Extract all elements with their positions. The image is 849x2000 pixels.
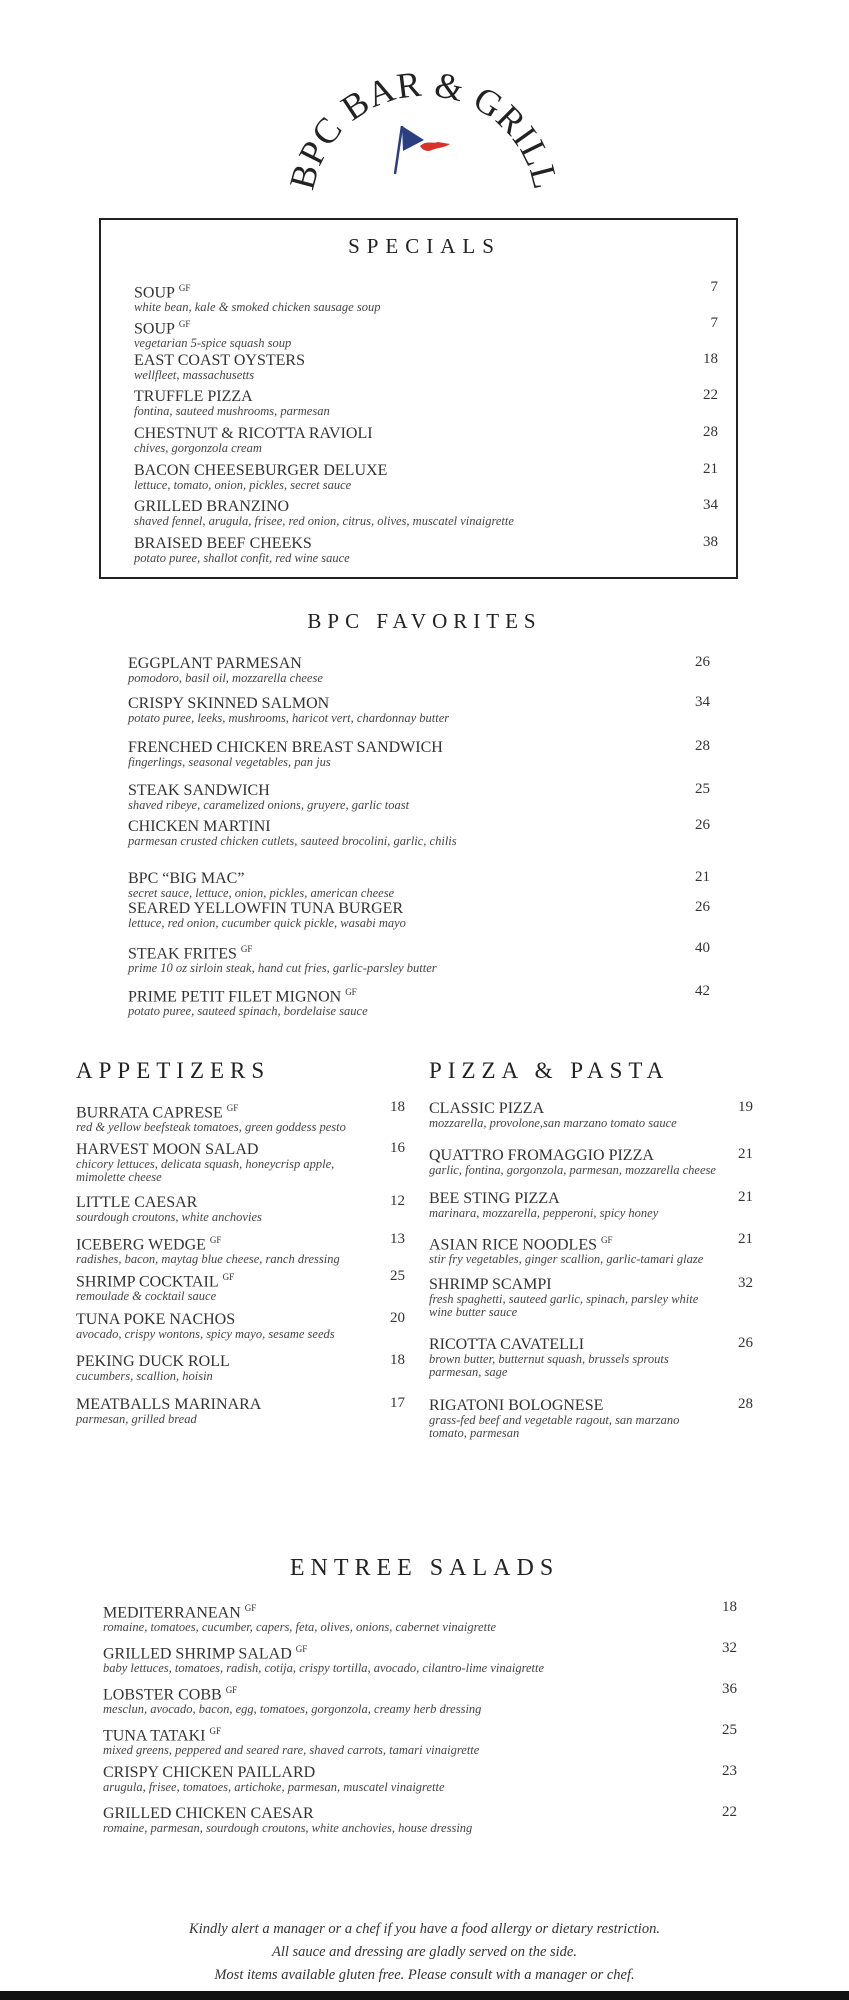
menu-item-description: grass-fed beef and vegetable ragout, san marzano tomato, parmesan <box>429 1413 680 1440</box>
menu-item-name <box>429 1232 719 1253</box>
menu-item <box>128 739 668 769</box>
menu-item <box>128 782 668 812</box>
footer-line: All sauce and dressing are gladly served on the side. <box>272 1944 577 1960</box>
gluten-free-badge: GF <box>222 1272 235 1282</box>
menu-item-price: 19 <box>738 1099 753 1115</box>
menu-item-title: SHRIMP COCKTAIL <box>76 1273 219 1291</box>
menu-item-name <box>76 1100 366 1121</box>
menu-item-title: FRENCHED CHICKEN BREAST SANDWICH <box>128 739 443 756</box>
menu-item-name <box>128 782 668 799</box>
menu-item-name <box>429 1100 719 1117</box>
menu-item-price: 28 <box>738 1396 753 1412</box>
menu-item <box>134 352 694 382</box>
menu-item-price: 18 <box>703 351 718 367</box>
menu-item <box>103 1723 683 1757</box>
menu-item-title: TRUFFLE PIZZA <box>134 388 253 405</box>
menu-item <box>134 388 694 418</box>
menu-item-price: 28 <box>703 424 718 440</box>
menu-item-name <box>76 1396 366 1413</box>
menu-item-description: sourdough croutons, white anchovies <box>76 1210 262 1224</box>
menu-item-title: EGGPLANT PARMESAN <box>128 655 302 672</box>
menu-item <box>76 1353 366 1383</box>
menu-item-name <box>76 1194 366 1211</box>
menu-item <box>128 818 668 848</box>
menu-item-title: RIGATONI BOLOGNESE <box>429 1397 604 1414</box>
menu-item-price: 20 <box>390 1310 405 1326</box>
salads-title: ENTREE SALADS <box>289 1555 560 1581</box>
menu-item-price: 13 <box>390 1231 405 1247</box>
menu-item-title: PEKING DUCK ROLL <box>76 1353 230 1370</box>
menu-item-title: GRILLED CHICKEN CAESAR <box>103 1805 314 1822</box>
menu-item-title: CRISPY CHICKEN PAILLARD <box>103 1764 316 1781</box>
menu-item <box>103 1764 683 1794</box>
menu-item-title: ASIAN RICE NOODLES <box>429 1236 597 1254</box>
appetizers-title: APPETIZERS <box>76 1058 271 1083</box>
menu-item-description: wellfleet, massachusetts <box>134 368 255 382</box>
menu-item-price: 18 <box>390 1352 405 1368</box>
menu-item-description: mozzarella, provolone,san marzano tomato sauce <box>429 1116 677 1130</box>
menu-item-description: lettuce, red onion, cucumber quick pickle, wasabi mayo <box>128 916 406 930</box>
menu-item-title: BACON CHEESEBURGER DELUXE <box>134 462 388 479</box>
menu-item <box>76 1311 366 1341</box>
menu-item <box>134 316 694 350</box>
menu-item-name <box>103 1600 683 1621</box>
menu-item-name <box>134 535 694 552</box>
menu-item-description: secret sauce, lettuce, onion, pickles, american cheese <box>128 886 395 900</box>
menu-item-name <box>76 1141 366 1158</box>
menu-item <box>128 870 668 900</box>
menu-item-price: 21 <box>738 1231 753 1247</box>
menu-item-description: lettuce, tomato, onion, pickles, secret sauce <box>134 478 352 492</box>
menu-item-description: mixed greens, peppered and seared rare, shaved carrots, tamari vinaigrette <box>103 1743 480 1758</box>
menu-item-title: SEARED YELLOWFIN TUNA BURGER <box>128 900 404 917</box>
logo-text: BPC BAR & GRILL <box>281 63 567 194</box>
pizza-pasta-title: PIZZA & PASTA <box>429 1058 670 1083</box>
menu-item-name <box>103 1723 683 1744</box>
menu-item-price: 21 <box>703 461 718 477</box>
menu-item-title: STEAK FRITES <box>128 945 237 963</box>
menu-item-price: 22 <box>722 1804 737 1820</box>
menu-item-title: CRISPY SKINNED SALMON <box>128 695 330 712</box>
menu-item-price: 26 <box>695 654 710 670</box>
menu-item-name <box>76 1232 366 1253</box>
menu-item-name <box>134 352 694 369</box>
menu-item-price: 22 <box>703 387 718 403</box>
menu-item-description: prime 10 oz sirloin steak, hand cut fries, garlic-parsley butter <box>128 961 437 976</box>
specials-title: SPECIALS <box>348 234 501 258</box>
menu-item-price: 36 <box>722 1681 737 1697</box>
menu-item <box>128 695 668 725</box>
menu-item-title: QUATTRO FROMAGGIO PIZZA <box>429 1147 654 1164</box>
menu-item-name <box>128 900 668 917</box>
menu-item <box>134 462 694 492</box>
menu-item-title: LOBSTER COBB <box>103 1686 222 1704</box>
menu-item-description: brown butter, butternut squash, brussels sprouts parmesan, sage <box>429 1352 669 1379</box>
menu-item <box>429 1276 719 1319</box>
menu-item-price: 40 <box>695 940 710 956</box>
menu-item-description: shaved ribeye, caramelized onions, gruyere, garlic toast <box>128 798 410 812</box>
menu-item-price: 32 <box>722 1640 737 1656</box>
menu-item-title: STEAK SANDWICH <box>128 782 270 799</box>
menu-item <box>429 1397 719 1440</box>
menu-item-description: radishes, bacon, maytag blue cheese, ranch dressing <box>76 1252 340 1267</box>
menu-item-description: fingerlings, seasonal vegetables, pan jus <box>128 755 331 769</box>
menu-item-name <box>128 739 668 756</box>
gluten-free-badge: GF <box>244 1603 257 1613</box>
menu-item-price: 21 <box>738 1189 753 1205</box>
menu-item-name <box>103 1682 683 1703</box>
menu-item-name <box>128 695 668 712</box>
menu-item-price: 18 <box>722 1599 737 1615</box>
menu-item-description: potato puree, leeks, mushrooms, haricot vert, chardonnay butter <box>128 711 450 725</box>
menu-item-description: fresh spaghetti, sauteed garlic, spinach, parsley white wine butter sauce <box>429 1292 699 1319</box>
menu-item-name <box>103 1805 683 1822</box>
menu-item-title: SOUP <box>134 284 175 302</box>
menu-item-title: BPC “BIG MAC” <box>128 870 245 887</box>
menu-item-price: 16 <box>390 1140 405 1156</box>
menu-item-description: romaine, tomatoes, cucumber, capers, feta, olives, onions, cabernet vinaigrette <box>103 1620 497 1635</box>
menu-item-name <box>128 870 668 887</box>
menu-item-price: 12 <box>390 1193 405 1209</box>
menu-item-description: chicory lettuces, delicata squash, honeycrisp apple, mimolette cheese <box>76 1157 335 1184</box>
menu-item-price: 23 <box>722 1763 737 1779</box>
menu-item-name <box>134 280 694 301</box>
menu-item <box>128 984 668 1018</box>
gluten-free-badge: GF <box>178 283 191 293</box>
menu-item-description: vegetarian 5-spice squash soup <box>134 336 292 351</box>
menu-item-description: cucumbers, scallion, hoisin <box>76 1369 213 1383</box>
menu-item-name <box>134 498 694 515</box>
menu-item-description: marinara, mozzarella, pepperoni, spicy honey <box>429 1206 659 1220</box>
menu-item-price: 34 <box>695 694 710 710</box>
gluten-free-badge: GF <box>226 1103 239 1113</box>
bottom-bar <box>0 1991 849 2000</box>
menu-item-description: chives, gorgonzola cream <box>134 441 262 455</box>
menu-item-price: 26 <box>695 899 710 915</box>
menu-item-price: 21 <box>738 1146 753 1162</box>
menu-item-price: 42 <box>695 983 710 999</box>
menu-item-description: stir fry vegetables, ginger scallion, garlic-tamari glaze <box>429 1252 704 1267</box>
menu-item-price: 32 <box>738 1275 753 1291</box>
menu-item-name <box>103 1641 683 1662</box>
menu-item-name <box>429 1276 719 1293</box>
menu-item-name <box>429 1336 719 1353</box>
menu-item <box>76 1194 366 1224</box>
menu-item-price: 26 <box>695 817 710 833</box>
menu-item-description: baby lettuces, tomatoes, radish, cotija, crispy tortilla, avocado, cilantro-lime vinaigrette <box>103 1661 545 1676</box>
menu-item-name <box>134 316 694 337</box>
menu-item <box>103 1805 683 1835</box>
menu-item-title: BURRATA CAPRESE <box>76 1104 223 1122</box>
menu-item-name <box>76 1311 366 1328</box>
menu-item-description: red & yellow beefsteak tomatoes, green goddess pesto <box>76 1120 346 1135</box>
menu-item-name <box>76 1353 366 1370</box>
menu-item <box>429 1190 719 1220</box>
menu-item-title: PRIME PETIT FILET MIGNON <box>128 988 342 1006</box>
menu-item-title: HARVEST MOON SALAD <box>76 1141 259 1158</box>
menu-item <box>103 1641 683 1675</box>
menu-item-title: LITTLE CAESAR <box>76 1194 198 1211</box>
menu-item-description: potato puree, shallot confit, red wine sauce <box>134 551 350 565</box>
menu-item-price: 7 <box>710 279 718 295</box>
menu-item-description: arugula, frisee, tomatoes, artichoke, parmesan, muscatel vinaigrette <box>103 1780 445 1794</box>
menu-item-description: fontina, sauteed mushrooms, parmesan <box>134 404 330 418</box>
menu-item <box>76 1396 366 1426</box>
menu-item-description: potato puree, sauteed spinach, bordelaise sauce <box>128 1004 368 1019</box>
gluten-free-badge: GF <box>345 987 357 997</box>
gluten-free-badge: GF <box>209 1726 221 1736</box>
menu-item-title: CHICKEN MARTINI <box>128 818 271 835</box>
menu-item-title: CHESTNUT & RICOTTA RAVIOLI <box>134 425 373 442</box>
menu-item <box>76 1269 366 1303</box>
menu-item-description: remoulade & cocktail sauce <box>76 1289 217 1304</box>
menu-item-price: 17 <box>390 1395 405 1411</box>
menu-item-description: garlic, fontina, gorgonzola, parmesan, mozzarella cheese <box>429 1163 716 1177</box>
gluten-free-badge: GF <box>178 319 191 329</box>
menu-item <box>76 1232 366 1266</box>
menu-item-name <box>128 941 668 962</box>
menu-item <box>134 280 694 314</box>
gluten-free-badge: GF <box>295 1644 308 1654</box>
footer-line: Most items available gluten free. Please consult with a manager or chef. <box>214 1967 635 1983</box>
gluten-free-badge: GF <box>209 1235 222 1245</box>
menu-item-title: SHRIMP SCAMPI <box>429 1276 552 1293</box>
menu-item <box>76 1100 366 1134</box>
menu-item-title: CLASSIC PIZZA <box>429 1100 545 1117</box>
menu-item-title: GRILLED SHRIMP SALAD <box>103 1645 292 1663</box>
flag-icon <box>395 126 450 174</box>
menu-item-price: 25 <box>722 1722 737 1738</box>
menu-item <box>128 655 668 685</box>
menu-item-price: 25 <box>695 781 710 797</box>
menu-item-name <box>128 655 668 672</box>
menu-item <box>76 1141 366 1184</box>
menu-item <box>429 1147 719 1177</box>
menu-item <box>128 941 668 975</box>
menu-item-price: 26 <box>738 1335 753 1351</box>
menu-item-title: GRILLED BRANZINO <box>134 498 290 515</box>
menu-item <box>103 1682 683 1716</box>
menu-item-title: TUNA POKE NACHOS <box>76 1311 236 1328</box>
menu-item-title: RICOTTA CAVATELLI <box>429 1336 585 1353</box>
allergy-notice <box>0 1918 849 1987</box>
menu-item-description: pomodoro, basil oil, mozzarella cheese <box>128 671 323 685</box>
menu-item-title: TUNA TATAKI <box>103 1727 206 1745</box>
menu-item-name <box>429 1147 719 1164</box>
menu-item <box>103 1600 683 1634</box>
menu-item-name <box>134 462 694 479</box>
menu-item-price: 38 <box>703 534 718 550</box>
gluten-free-badge: GF <box>225 1685 238 1695</box>
menu-item-title: BEE STING PIZZA <box>429 1190 560 1207</box>
menu-item <box>134 425 694 455</box>
menu-item-title: MEATBALLS MARINARA <box>76 1396 262 1413</box>
menu-item <box>134 498 694 528</box>
menu-item-price: 21 <box>695 869 710 885</box>
menu-item-name <box>103 1764 683 1781</box>
restaurant-logo <box>274 52 574 202</box>
menu-item-price: 28 <box>695 738 710 754</box>
menu-item-description: mesclun, avocado, bacon, egg, tomatoes, gorgonzola, creamy herb dressing <box>103 1702 482 1717</box>
gluten-free-badge: GF <box>601 1235 613 1245</box>
footer-line: Kindly alert a manager or a chef if you have a food allergy or dietary restriction. <box>189 1921 660 1937</box>
menu-item-price: 25 <box>390 1268 405 1284</box>
menu-item-description: shaved fennel, arugula, frisee, red onion, citrus, olives, muscatel vinaigrette <box>134 514 514 528</box>
menu-item-title: EAST COAST OYSTERS <box>134 352 305 369</box>
menu-item-name <box>128 818 668 835</box>
menu-item-name <box>128 984 668 1005</box>
menu-item-price: 7 <box>710 315 718 331</box>
menu-item-price: 18 <box>390 1099 405 1115</box>
menu-item-title: MEDITERRANEAN <box>103 1604 241 1622</box>
menu-item-description: romaine, parmesan, sourdough croutons, white anchovies, house dressing <box>103 1821 473 1835</box>
menu-item-name <box>429 1190 719 1207</box>
menu-item-description: parmesan, grilled bread <box>76 1412 197 1426</box>
menu-item <box>429 1336 719 1379</box>
menu-item-price: 34 <box>703 497 718 513</box>
menu-item <box>429 1100 719 1130</box>
menu-item-description: parmesan crusted chicken cutlets, sauteed brocolini, garlic, chilis <box>128 834 457 848</box>
menu-item-name <box>76 1269 366 1290</box>
menu-item-name <box>134 425 694 442</box>
menu-item-title: BRAISED BEEF CHEEKS <box>134 535 312 552</box>
favorites-title: BPC FAVORITES <box>307 609 542 633</box>
menu-item-description: white bean, kale & smoked chicken sausage soup <box>134 300 381 315</box>
menu-item <box>429 1232 719 1266</box>
menu-item-title: SOUP <box>134 320 175 338</box>
gluten-free-badge: GF <box>240 944 253 954</box>
menu-item <box>134 535 694 565</box>
menu-item-title: ICEBERG WEDGE <box>76 1236 206 1254</box>
menu-item-description: avocado, crispy wontons, spicy mayo, sesame seeds <box>76 1327 335 1341</box>
menu-item-name <box>134 388 694 405</box>
menu-item-name <box>429 1397 719 1414</box>
menu-item <box>128 900 668 930</box>
